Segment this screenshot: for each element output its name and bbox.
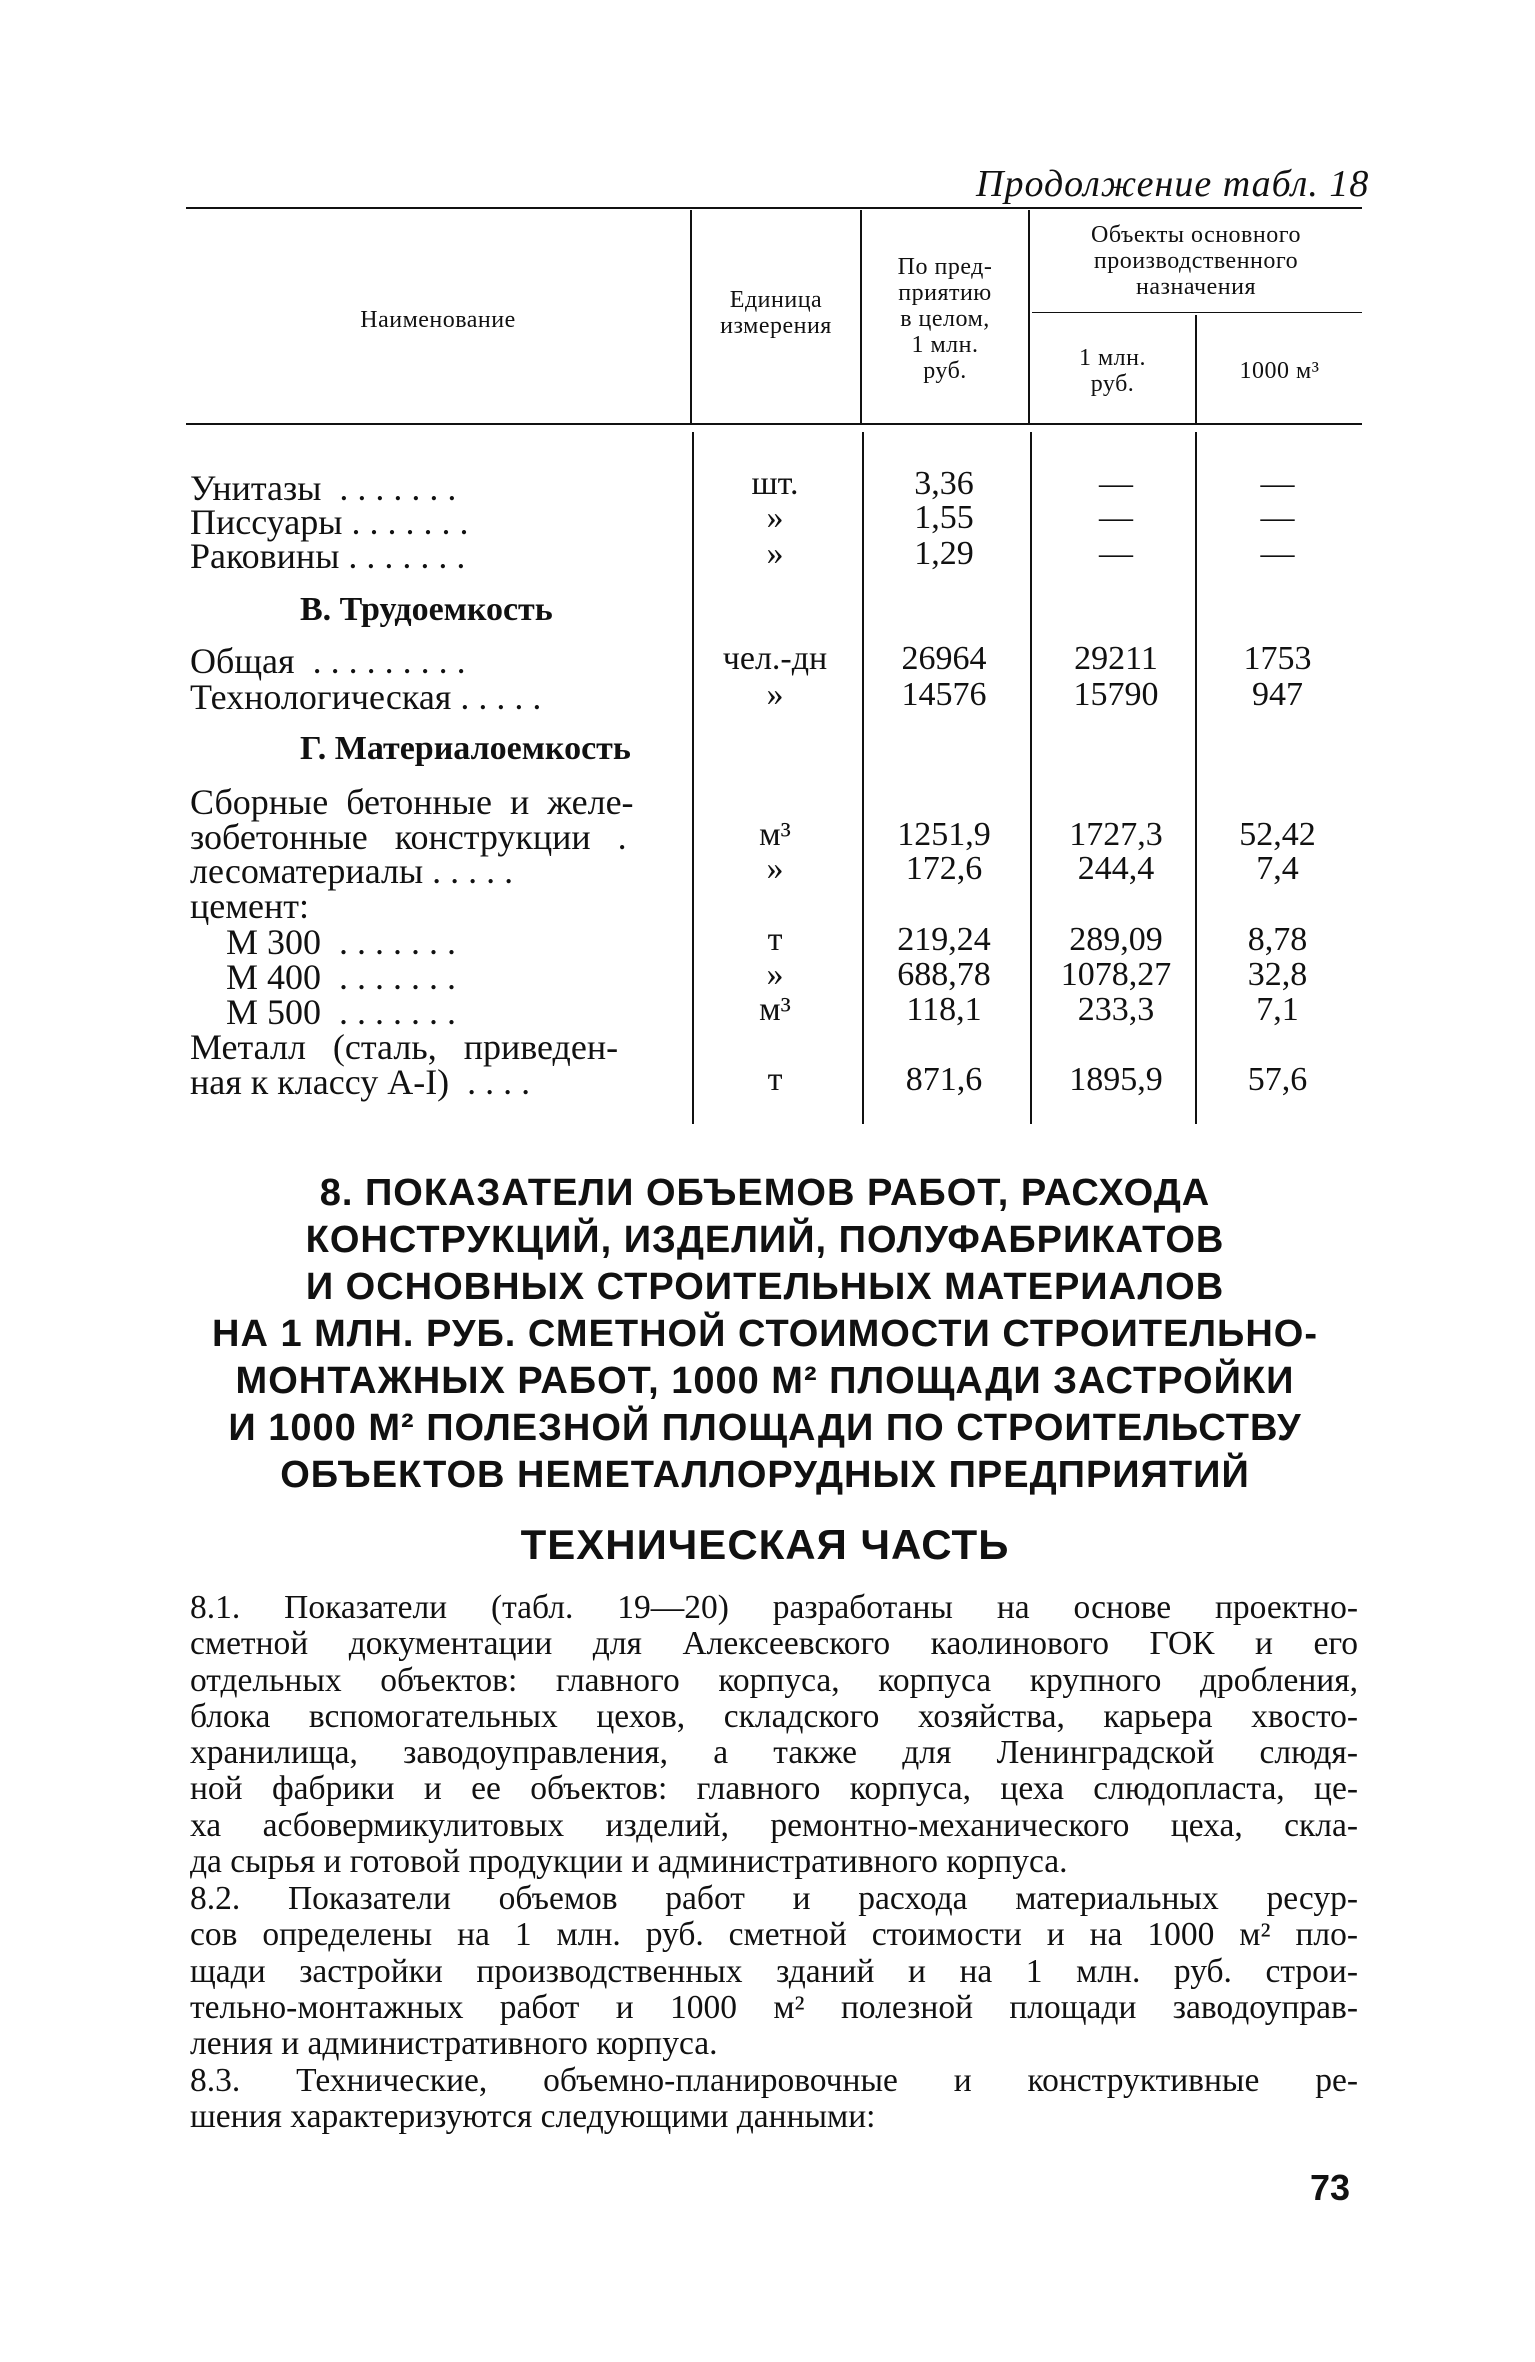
table-row-label: цемент: <box>190 886 310 926</box>
page-number: 73 <box>1310 2167 1351 2208</box>
section-heading: В. Трудоемкость <box>300 591 553 628</box>
header-per-mln-rub: 1 млн. руб. <box>1078 345 1146 397</box>
subsection-title: ТЕХНИЧЕСКАЯ ЧАСТЬ <box>520 1521 1010 1568</box>
header-unit: Единица измерения <box>720 287 832 339</box>
table-row-label: Металл (сталь, приведен- <box>190 1027 619 1067</box>
header-whole-enterprise: По пред- приятию в целом, 1 млн. руб. <box>897 254 993 384</box>
section-heading: Г. Материалоемкость <box>300 730 631 767</box>
section-title: 8. ПОКАЗАТЕЛИ ОБЪЕМОВ РАБОТ, РАСХОДА КОНСТРУКЦИЙ, ИЗДЕЛИЙ, ПОЛУФАБРИКАТОВ И ОСНОВНЫХ СТРОИТЕЛЬНЫХ МАТЕРИАЛОВ НА 1 МЛН. РУБ. СМЕТНОЙ СТОИМОСТИ СТРОИТЕЛЬНО- МОНТАЖНЫХ РАБОТ, 1000 М² ПЛОЩАДИ ЗАСТРОЙКИ И 1000 М² ПОЛЕЗНОЙ ПЛОЩАДИ ПО СТРОИТЕЛЬСТВУ ОБЪЕКТОВ НЕМЕТАЛЛОРУДНЫХ ПРЕДПРИЯТИЙ <box>212 1172 1318 1496</box>
subheader-rule <box>1032 312 1362 313</box>
paragraph-8-1: 8.1. Показатели (табл. 19—20) разработаны на основе проектно- сметной документации для Алексеевского каолинового ГОК и его отдельных объектов: главного корпуса, корпуса крупного дробления, блока вспомогательных цехов, складского хозяйства, карьера хвосто- хранилища, заводоуправления, а также для Ленинградской слюдя- ной фабрики и ее объектов: главного корпуса, цеха слюдопласта, це- ха асбовермикулитовых изделий, ремонтно-механического цеха, скла- да сырья и готовой продукции и административного корпуса. <box>190 1589 1358 1881</box>
table-continuation-label: Продолжение табл. 18 <box>976 163 1370 205</box>
document-page: Продолжение табл. 18 Наименование Единица измерения По пред- приятию в целом, 1 млн. руб. Объекты основного производственного назначения 1 млн. руб. 1000 м³ Унитазы . . . . . . . шт. 3,36 — — Писсуары . . . . . . . » 1,55 — — Раковины . . . . . . . » 1,29 — — В. Трудоемкость Общая . . . . . . . . . чел.-дн 26964 29211 1753 Технологическая . . . . . » 14576 15790 947 Г. Материалоемкость Сборные бетонные и желе- зобетонные конструкции . м³ 1251,9 1727,3 52,42 лесоматериалы . . . . . » 172,6 244,4 7,4 цемент: М 300 . . . . . . . т 219,24 289,09 8,78 М 400 . . . . . . . » 688,78 1078,27 32,8 М 500 . . . . . . . м³ 118,1 233,3 7,1 Металл (сталь, приведен- ная к классу А-I) . . . . т 871,6 1895,9 57,6 8. ПОКАЗАТЕЛИ ОБЪЕМОВ РАБОТ, РАСХОДА КОНСТРУКЦИЙ, ИЗДЕЛИЙ, ПОЛУФАБРИКАТОВ И ОСНОВНЫХ СТРОИТЕЛЬНЫХ МАТЕРИАЛОВ НА 1 МЛН. РУБ. СМЕТНОЙ СТОИМОСТИ СТРОИТЕЛЬНО- МОНТАЖНЫХ РАБОТ, 1000 М² ПЛОЩАДИ ЗАСТРОЙКИ И 1000 М² ПОЛЕЗНОЙ ПЛОЩАДИ ПО СТРОИТЕЛЬСТВУ ОБЪЕКТОВ НЕМЕТАЛЛОРУДНЫХ ПРЕДПРИЯТИЙ ТЕХНИЧЕСКАЯ ЧАСТЬ 8.1. Показатели (табл. 19—20) разработаны на основе проектно- сметной документации для Алексеевского каолинового ГОК и его отдельных объектов: главного корпуса, корпуса крупного дробления, блока вспомогательных цехов, складского хозяйства, карьера хвосто- хранилища, заводоуправления, а также для Ленинградской слюдя- ной фабрики и ее объектов: главного корпуса, цеха слюдопласта, це- ха асбовермикулитовых изделий, ремонтно-механического цеха, скла- да сырья и готовой продукции и административного корпуса. 8.2. Показатели объемов работ и расхода материальных ресур- сов определены на 1 млн. руб. сметной стоимости и на 1000 м² пло- щади застройки производственных зданий и на 1 млн. руб. строи- тельно-монтажных работ и 1000 м² полезной площади заводоуправ- ления и административного корпуса. 8.3. Технические, объемно-планировочные и конструктивные ре- шения характеризуются следующими данными: 73 <box>0 0 1535 2362</box>
header-name: Наименование <box>360 307 516 333</box>
header-main-objects: Объекты основного производственного назначения <box>1091 222 1301 300</box>
header-per-1000-m3: 1000 м³ <box>1239 358 1320 384</box>
paragraph-8-3: 8.3. Технические, объемно-планировочные и конструктивные ре- шения характеризуются следующими данными: <box>190 2062 1358 2136</box>
table-top-rule <box>186 207 1362 209</box>
table-header-rule <box>186 423 1362 425</box>
paragraph-8-2: 8.2. Показатели объемов работ и расхода материальных ресур- сов определены на 1 млн. руб. сметной стоимости и на 1000 м² пло- щади застройки производственных зданий и на 1 млн. руб. строи- тельно-монтажных работ и 1000 м² полезной площади заводоуправ- ления и административного корпуса. <box>190 1880 1358 2063</box>
table-row-label: Сборные бетонные и желе- <box>190 782 634 822</box>
